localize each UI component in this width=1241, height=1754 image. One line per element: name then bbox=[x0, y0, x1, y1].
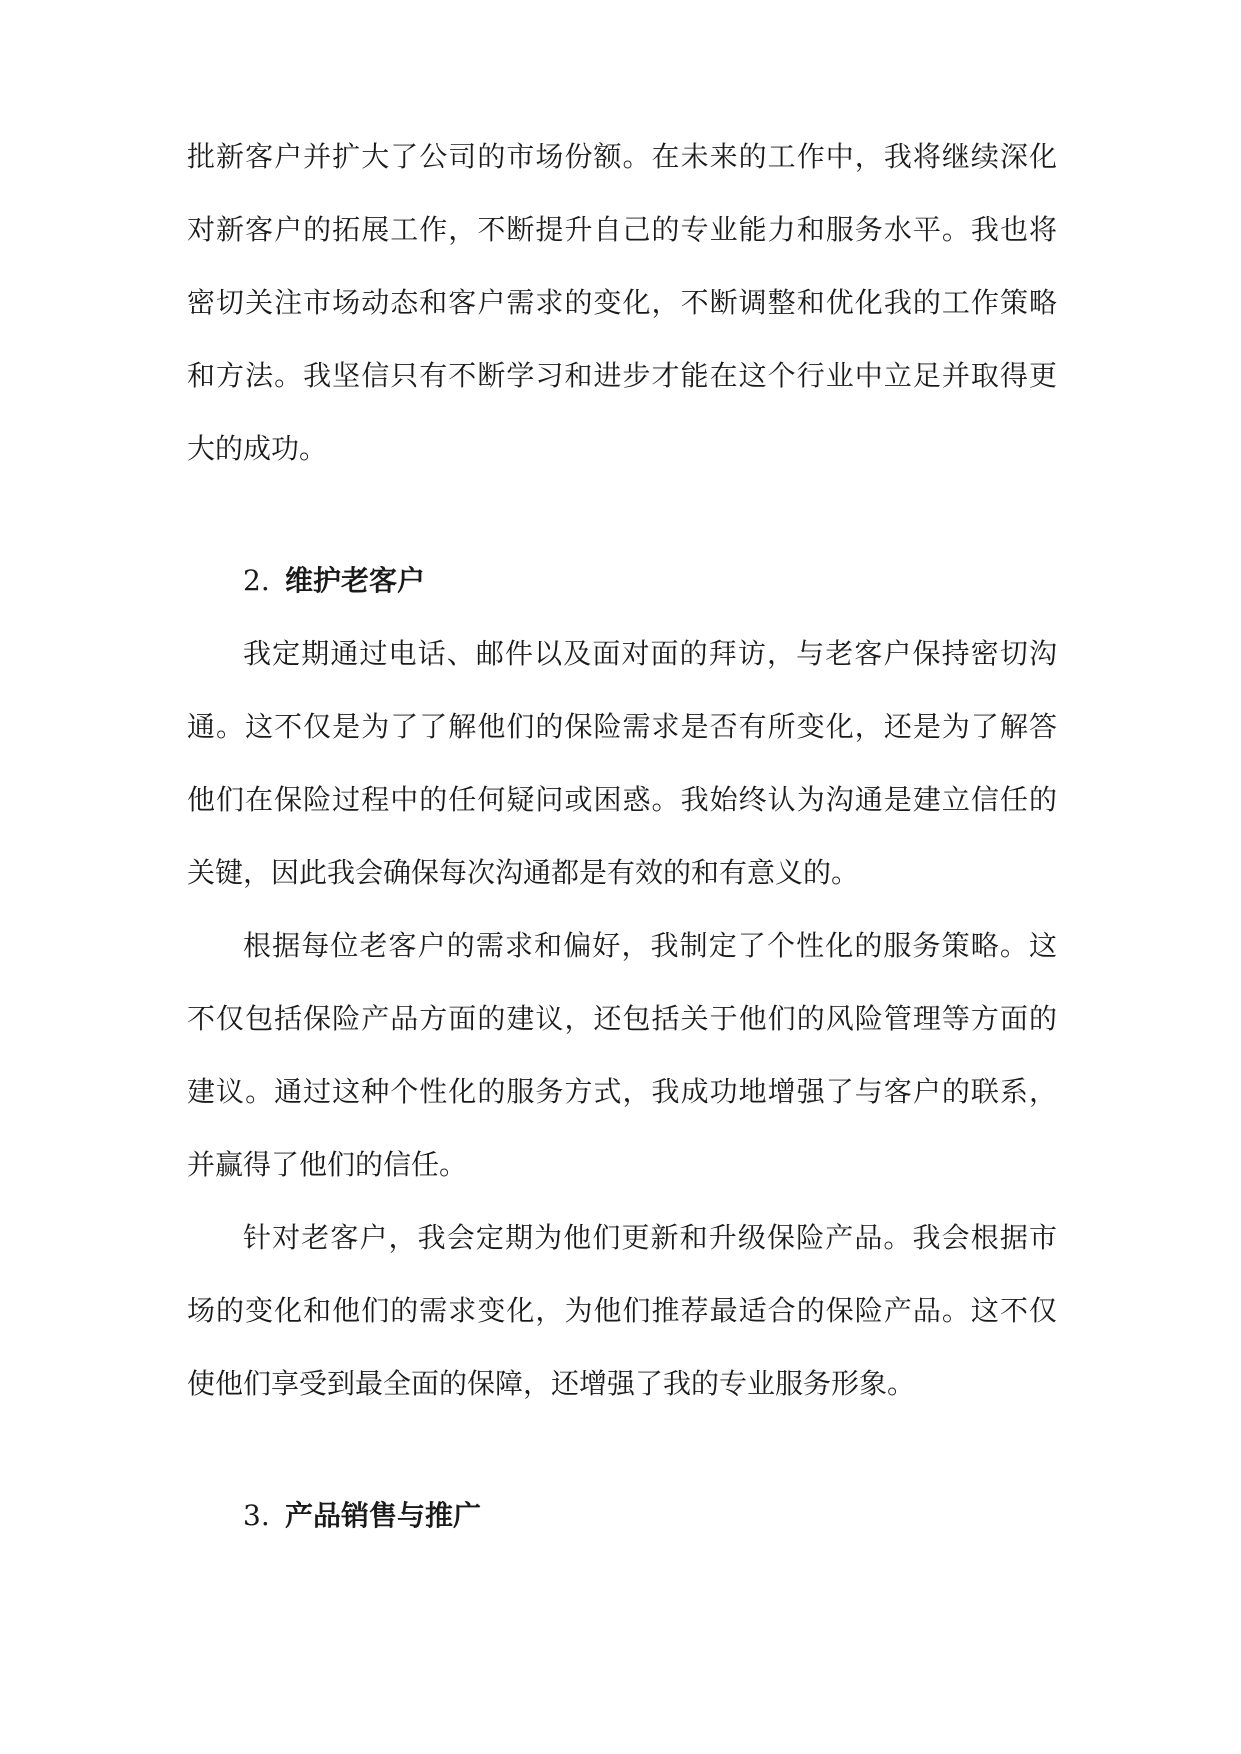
paragraph-2-line-1: 我定期通过电话、邮件以及面对面的拜访，与老客户保持密切沟 bbox=[243, 637, 1057, 670]
paragraph-4-line-3: 使他们享受到最全面的保障，还增强了我的专业服务形象。 bbox=[187, 1367, 916, 1400]
section-heading-2 bbox=[243, 561, 425, 601]
paragraph-1-line-4: 和方法。我坚信只有不断学习和进步才能在这个行业中立足并取得更 bbox=[187, 359, 1057, 392]
paragraph-2-line-2: 通。这不仅是为了了解他们的保险需求是否有所变化，还是为了解答 bbox=[187, 710, 1057, 743]
paragraph-3-line-1: 根据每位老客户的需求和偏好，我制定了个性化的服务策略。这 bbox=[243, 929, 1057, 962]
paragraph-1-line-5: 大的成功。 bbox=[187, 432, 328, 465]
paragraph-4-line-2: 场的变化和他们的需求变化，为他们推荐最适合的保险产品。这不仅 bbox=[187, 1294, 1057, 1327]
paragraph-4-line-1: 针对老客户，我会定期为他们更新和升级保险产品。我会根据市 bbox=[243, 1221, 1057, 1254]
paragraph-1-line-3: 密切关注市场动态和客户需求的变化，不断调整和优化我的工作策略 bbox=[187, 286, 1057, 319]
paragraph-1-line-1: 批新客户并扩大了公司的市场份额。在未来的工作中，我将继续深化 bbox=[187, 140, 1057, 173]
paragraph-1-line-2: 对新客户的拓展工作，不断提升自己的专业能力和服务水平。我也将 bbox=[187, 213, 1057, 246]
section-heading-2-number: 2. bbox=[243, 564, 270, 597]
paragraph-3-line-3: 建议。通过这种个性化的服务方式，我成功地增强了与客户的联系， bbox=[187, 1075, 1057, 1108]
paragraph-2-line-4: 关键，因此我会确保每次沟通都是有效的和有意义的。 bbox=[187, 856, 860, 889]
paragraph-2-line-3: 他们在保险过程中的任何疑问或困惑。我始终认为沟通是建立信任的 bbox=[187, 783, 1057, 816]
section-heading-3-number: 3. bbox=[243, 1499, 270, 1532]
paragraph-3-line-4: 并赢得了他们的信任。 bbox=[187, 1148, 468, 1181]
paragraph-3-line-2: 不仅包括保险产品方面的建议，还包括关于他们的风险管理等方面的 bbox=[187, 1002, 1057, 1035]
section-heading-3-text: 产品销售与推广 bbox=[285, 1499, 482, 1532]
section-heading-2-text: 维护老客户 bbox=[285, 564, 426, 597]
section-heading-3 bbox=[243, 1496, 481, 1536]
